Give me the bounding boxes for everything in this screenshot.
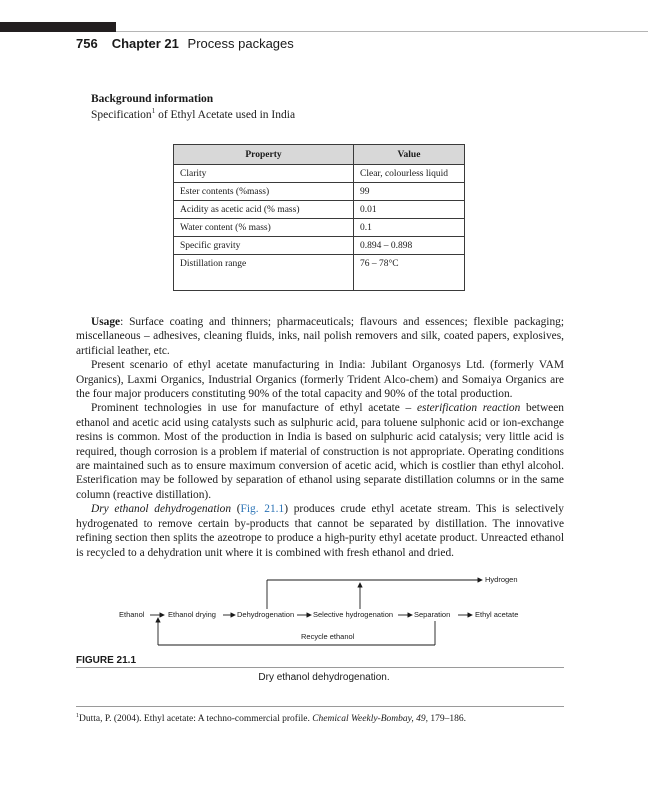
figure-link[interactable]: Fig. 21.1 <box>240 503 285 516</box>
table-row <box>174 201 465 219</box>
figure-rule <box>76 667 564 668</box>
table-cell: 76 – 78°C <box>354 255 465 291</box>
header-rule <box>116 31 648 32</box>
footnote-pages: 179–186. <box>427 714 466 725</box>
background-subtitle <box>91 107 295 121</box>
table-row <box>174 183 465 201</box>
table-cell: 0.01 <box>354 201 465 219</box>
paragraph-usage <box>76 315 564 358</box>
node-selective-hydrogenation: Selective hydrogenation <box>313 610 394 619</box>
footnote-marker: 1 <box>76 713 79 719</box>
footnote-text: Dutta, P. (2004). Ethyl acetate: A techno-commercial profile. <box>79 714 313 725</box>
page-number: 756 <box>76 36 98 51</box>
subtitle-text: Specification <box>91 108 152 121</box>
paragraph-dehydrogenation <box>76 502 564 560</box>
table-cell: 0.894 – 0.898 <box>354 237 465 255</box>
chapter-label: Chapter 21 <box>111 36 179 51</box>
table-header-row <box>174 145 465 165</box>
running-head <box>76 36 294 51</box>
table-cell: Acidity as acetic acid (% mass) <box>174 201 354 219</box>
para3-emphasis: esterification reaction <box>416 402 521 415</box>
table-cell: Water content (% mass) <box>174 219 354 237</box>
para4-paren: ( <box>231 503 241 516</box>
body-text <box>76 315 564 560</box>
node-separation: Separation <box>414 610 451 619</box>
usage-label: Usage <box>91 316 121 328</box>
table-row <box>174 255 465 291</box>
table-cell: Clarity <box>174 165 354 183</box>
para3-text-rest: between ethanol and acetic acid using catalysts such as sulphuric acid, para toluene sulphonic acid or ion-exchange resins is common. Most of the production in India is based on sulphuric acid catalysis; very little acid is required, though corrosion is a problem if material of construction is not appropriate. Operating conditions are maintained such as to ensure maximum conversion of acetic acid, which is costlier than ethyl alcohol. Esterification may be followed by separation of ethanol using separate distillation columns or in the same column (reactive distillation). <box>76 402 564 501</box>
chapter-title: Process packages <box>187 36 294 51</box>
usage-text: : Surface coating and thinners; pharmaceuticals; flavours and essences; flexible packaging; miscellaneous – adhesives, cleaning fluids, inks, nail polish removers and silk, coated papers, explosives, artificial leather, etc. <box>76 316 564 357</box>
header-bar <box>0 22 116 32</box>
table-cell: 99 <box>354 183 465 201</box>
node-ethyl-acetate: Ethyl acetate <box>475 610 519 619</box>
figure-number: FIGURE 21.1 <box>76 655 137 666</box>
footnote-journal: Chemical Weekly-Bombay, 49, <box>312 714 428 725</box>
para4-emphasis: Dry ethanol dehydrogenation <box>91 503 232 516</box>
footnote <box>76 713 466 724</box>
paragraph-technologies <box>76 401 564 502</box>
table-cell: Specific gravity <box>174 237 354 255</box>
table-cell: Clear, colourless liquid <box>354 165 465 183</box>
spec-table <box>173 144 465 291</box>
node-dehydrogenation: Dehydrogenation <box>237 610 295 619</box>
subtitle-text-rest: of Ethyl Acetate used in India <box>155 108 296 121</box>
background-title: Background information <box>91 93 214 105</box>
table-cell: 0.1 <box>354 219 465 237</box>
para3-text: Prominent technologies in use for manufacture of ethyl acetate – <box>91 402 417 415</box>
process-flow-diagram <box>110 570 550 650</box>
table-row <box>174 219 465 237</box>
figure-caption: Dry ethanol dehydrogenation. <box>258 672 390 683</box>
table-cell: Ester contents (%mass) <box>174 183 354 201</box>
table-row <box>174 165 465 183</box>
node-ethanol-drying: Ethanol drying <box>168 610 216 619</box>
table-header-value: Value <box>354 145 465 165</box>
footnote-ref[interactable]: 1 <box>151 107 156 115</box>
table-cell: Distillation range <box>174 255 354 291</box>
footnote-rule <box>76 706 564 707</box>
label-recycle-ethanol: Recycle ethanol <box>301 632 355 641</box>
table-row <box>174 237 465 255</box>
paragraph-scenario: Present scenario of ethyl acetate manufacturing in India: Jubilant Organosys Ltd. (formerly VAM Organics), Laxmi Organics, Industrial Organics (formerly Trident Alco-chem) and Somaiya Organics are the four major producers constituting 90% of the total capacity and 90% of the total production. <box>76 359 564 401</box>
node-ethanol: Ethanol <box>119 610 145 619</box>
label-hydrogen: Hydrogen <box>485 575 518 584</box>
table-header-property: Property <box>174 145 354 165</box>
para4-text: ) produces crude ethyl acetate stream. This is selectively hydrogenated to remove certain by-products that cannot be separated by distillation. The innovative refining section then splits the azeotrope to produce a high-purity ethyl acetate product. Unreacted ethanol is recycled to a dehydration unit where it is combined with fresh ethanol and dried. <box>76 503 564 559</box>
